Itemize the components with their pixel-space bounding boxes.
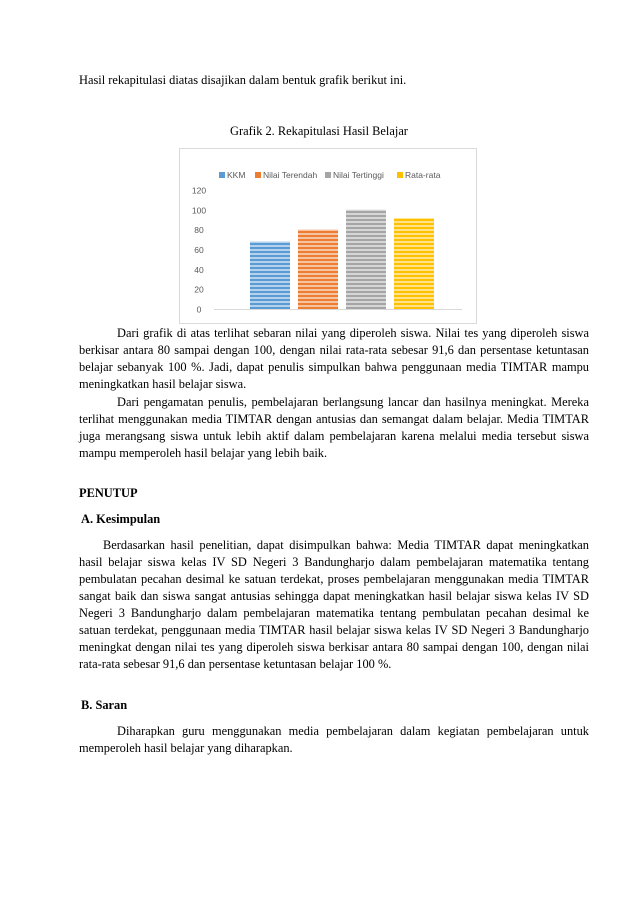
legend-swatch [219,172,225,178]
heading-kesimpulan: A. Kesimpulan [81,512,161,526]
legend-label: Nilai Terendah [263,170,318,180]
legend-label: KKM [227,170,246,180]
intro-text: Hasil rekapitulasi diatas disajikan dalam bentuk grafik berikut ini. [79,73,407,87]
paragraph-3 [79,537,589,673]
paragraph-4-text: Diharapkan guru menggunakan media pembelajaran dalam kegiatan pembelajaran untuk memperoleh hasil belajar yang diharapkan. [79,724,589,755]
chart-title: Grafik 2. Rekapitulasi Hasil Belajar [230,124,408,138]
legend-swatch [325,172,331,178]
paragraph-2 [79,394,589,462]
y-tick-label: 60 [194,245,204,255]
chart-bars [250,210,434,309]
chart-svg [180,149,476,323]
paragraph-1 [79,325,589,393]
paragraph-3-text: Berdasarkan hasil penelitian, dapat disimpulkan bahwa: Media TIMTAR dapat meningkatkan hasil belajar siswa kelas IV SD Negeri 3 Bandungharjo dalam pembelajaran matematika tentang pembulatan pecahan desimal ke satuan terdekat, proses pembelajaran menggunakan media TIMTAR sangat baik dan siswa sangat antusias sehingga dapat meningkatkan hasil belajar siswa kelas IV SD Negeri 3 Bandungharjo dalam pembelajaran matematika tentang pembulatan pecahan desimal ke satuan terdekat, penggunaan media TIMTAR hasil belajar siswa kelas IV SD Negeri 3 Bandungharjo meningkat dengan nilai tes yang diperoleh siswa berkisar antara 80 sampai dengan 100, dengan nilai rata-rata sebesar 91,6 dan persentase ketuntasan belajar 100 %. [79,538,589,671]
bar-stripe-overlay [250,242,290,309]
legend-label: Nilai Tertinggi [333,170,384,180]
y-tick-label: 20 [194,284,204,295]
legend-swatch [255,172,261,178]
paragraph-4 [79,723,589,757]
heading-penutup: PENUTUP [79,486,138,500]
y-tick-label: 120 [191,185,207,196]
paragraph-2-text: Dari pengamatan penulis, pembelajaran berlangsung lancar dan hasilnya meningkat. Mereka terlihat menggunakan media TIMTAR dengan antusias dan semangat dalam belajar. Media TIMTAR juga merangsang siswa untuk lebih aktif dalam pembelajaran karena melalui media tersebut siswa mampu memperoleh hasil belajar yang lebih baik. [79,395,589,460]
bar-stripe-overlay [346,210,386,309]
y-tick-label: 100 [191,205,207,216]
y-tick-label: 80 [194,225,204,236]
bar-chart [179,148,477,324]
y-tick-label: 0 [196,304,202,315]
heading-saran: B. Saran [81,698,128,712]
bar-stripe-overlay [394,218,434,309]
bar-stripe-overlay [298,230,338,309]
chart-legend [219,170,441,180]
legend-swatch [397,172,403,178]
legend-label: Rata-rata [405,170,441,180]
y-tick-label: 40 [194,264,204,275]
paragraph-1-text: Dari grafik di atas terlihat sebaran nilai yang diperoleh siswa. Nilai tes yang diperoleh siswa berkisar antara 80 sampai dengan 100, dengan nilai rata-rata sebesar 91,6 dan persentase ketuntasan belajar sebanyak 100 %. Jadi, dapat penulis simpulkan bahwa penggunaan media TIMTAR mampu meningkatkan hasil belajar siswa. [79,326,589,391]
